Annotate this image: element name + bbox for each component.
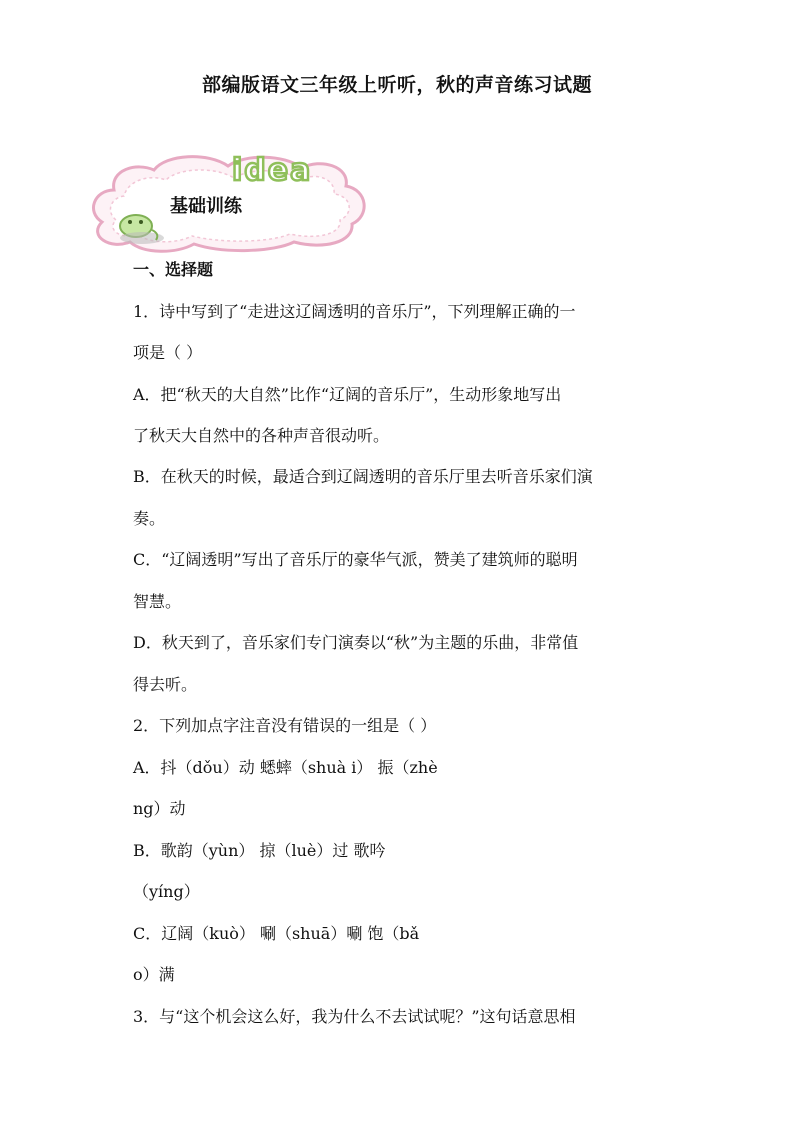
question-line: 3．与“这个机会这么好，我为什么不去试试呢？”这句话意思相	[133, 1007, 576, 1026]
option-line: 了秋天大自然中的各种声音很动听。	[133, 426, 390, 445]
option-line: 智慧。	[133, 592, 182, 611]
question-line: 1．诗中写到了“走进这辽阔透明的音乐厅”，下列理解正确的一	[133, 302, 576, 321]
question-line: 项是（ ）	[133, 343, 203, 362]
idea-logo-icon	[232, 153, 312, 188]
option-line: A．把“秋天的大自然”比作“辽阔的音乐厅”，生动形象地写出	[133, 385, 562, 404]
option-line: D．秋天到了，音乐家们专门演奏以“秋”为主题的乐曲，非常值	[133, 633, 579, 652]
option-line: ng）动	[133, 799, 186, 818]
option-line: B．歌韵（yùn） 掠（luè）过 歌吟	[133, 841, 386, 860]
svg-text:idea: idea	[232, 153, 313, 188]
option-line: A．抖（dǒu）动 蟋蟀（shuà i） 振（zhè	[133, 758, 438, 777]
option-line: C．“辽阔透明”写出了音乐厅的豪华气派，赞美了建筑师的聪明	[133, 550, 578, 569]
page-title: 部编版语文三年级上听听，秋的声音练习试题	[201, 74, 592, 96]
option-line: 得去听。	[133, 675, 198, 694]
option-line: C．辽阔（kuò） 唰（shuā）唰 饱（bǎ	[133, 924, 420, 943]
question-line: 2．下列加点字注音没有错误的一组是（ ）	[133, 716, 437, 735]
section-heading: 一、选择题	[133, 260, 214, 279]
section-banner	[84, 150, 374, 255]
option-line: o）满	[133, 965, 175, 984]
option-line: B．在秋天的时候，最适合到辽阔透明的音乐厅里去听音乐家们演	[133, 467, 593, 486]
option-line: （yíng）	[133, 882, 200, 901]
banner-label: 基础训练	[170, 196, 242, 217]
option-line: 奏。	[133, 509, 166, 528]
